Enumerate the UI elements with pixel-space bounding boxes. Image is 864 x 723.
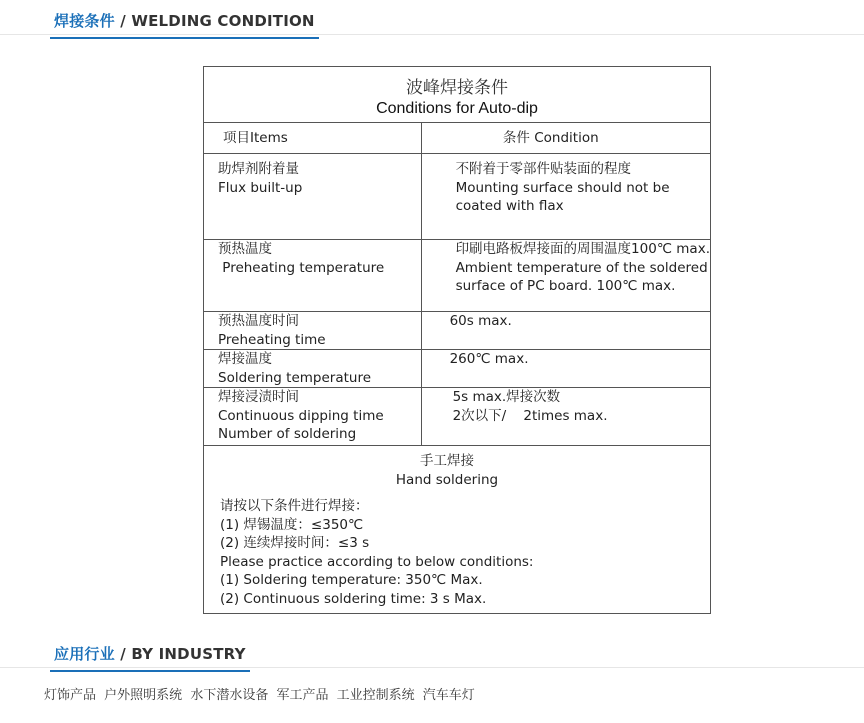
welding-condition-table bbox=[203, 66, 711, 614]
instruction-line: (1) 焊锡温度：≤350℃ bbox=[220, 516, 364, 533]
table-row bbox=[204, 312, 711, 350]
section-title-welding bbox=[50, 10, 319, 39]
row-condition-cell bbox=[421, 240, 710, 312]
hand-soldering-instructions bbox=[204, 497, 710, 608]
row-condition-cell bbox=[421, 350, 710, 388]
row-condition-line: 印刷电路板焊接面的周围温度100℃ max. bbox=[455, 241, 710, 257]
row-item-cell bbox=[204, 388, 422, 446]
instruction-line: (1) Soldering temperature: 350℃ Max. bbox=[220, 572, 483, 588]
row-item-en: Preheating time bbox=[218, 331, 326, 348]
industry-list bbox=[44, 684, 479, 703]
instruction-line: 请按以下条件进行焊接： bbox=[220, 498, 369, 514]
table-title-cn: 波峰焊接条件 bbox=[406, 78, 508, 98]
row-item-en: Soldering temperature bbox=[218, 369, 372, 386]
row-item-cell bbox=[204, 312, 422, 350]
industry-link[interactable]: 水下潜水设备 bbox=[190, 688, 269, 703]
instruction-line: (2) Continuous soldering time: 3 s Max. bbox=[220, 590, 487, 607]
table-row bbox=[204, 154, 711, 240]
instruction-line: Please practice according to below conditions: bbox=[220, 553, 534, 570]
table-row-hand-soldering bbox=[204, 446, 711, 614]
row-item-cn: 焊接浸渍时间 bbox=[218, 389, 299, 405]
row-item-cn: 焊接温度 bbox=[218, 351, 272, 367]
table-row bbox=[204, 388, 711, 446]
industry-link[interactable]: 军工产品 bbox=[276, 688, 329, 703]
column-header-condition: 条件 Condition bbox=[421, 123, 710, 154]
section-title-industry bbox=[50, 643, 250, 672]
table-title-en: Conditions for Auto-dip bbox=[376, 100, 538, 117]
table-row bbox=[204, 240, 711, 312]
column-header-items: 项目Items bbox=[204, 123, 422, 154]
section-header-industry bbox=[0, 633, 864, 668]
row-condition-line: surface of PC board. 100℃ max. bbox=[455, 278, 676, 294]
row-condition-line: Ambient temperature of the soldered bbox=[455, 259, 708, 276]
row-item-cell bbox=[204, 240, 422, 312]
row-condition-line: coated with flax bbox=[455, 198, 564, 214]
industry-link[interactable]: 户外照明系统 bbox=[104, 688, 183, 703]
industry-link[interactable]: 汽车车灯 bbox=[422, 688, 475, 703]
section-title-en: BY INDUSTRY bbox=[131, 645, 246, 663]
row-condition-cell bbox=[421, 154, 710, 240]
row-item-cn: 助焊剂附着量 bbox=[218, 161, 299, 177]
row-item-cell bbox=[204, 154, 422, 240]
row-condition-line: Mounting surface should not be bbox=[455, 179, 670, 196]
industry-link[interactable]: 工业控制系统 bbox=[336, 688, 415, 703]
table-row bbox=[204, 350, 711, 388]
table-title-cell bbox=[204, 67, 711, 123]
row-condition-line: 不附着于零部件贴装面的程度 bbox=[455, 161, 632, 177]
instruction-line: (2) 连续焊接时间：≤3 s bbox=[220, 535, 370, 551]
industry-link[interactable]: 灯饰产品 bbox=[44, 688, 97, 703]
row-condition-line: 260℃ max. bbox=[449, 351, 529, 367]
hand-soldering-cell bbox=[204, 446, 711, 614]
section-title-cn: 应用行业 bbox=[54, 645, 115, 663]
row-condition-line: 5s max.焊接次数 bbox=[452, 389, 561, 405]
row-item-en: Number of soldering bbox=[218, 426, 357, 442]
row-condition-line: 60s max. bbox=[449, 313, 512, 329]
row-condition-cell bbox=[421, 312, 710, 350]
row-item-cn: 预热温度 bbox=[218, 241, 272, 257]
row-item-en: Continuous dipping time bbox=[218, 407, 384, 424]
row-item-en: Preheating temperature bbox=[218, 259, 385, 276]
row-item-en: Flux built-up bbox=[218, 179, 303, 196]
row-item-cn: 预热温度时间 bbox=[218, 313, 299, 329]
section-title-cn: 焊接条件 bbox=[54, 12, 115, 30]
section-title-separator: / bbox=[114, 645, 132, 663]
section-title-en: WELDING CONDITION bbox=[131, 12, 315, 30]
row-condition-line: 2次以下/ 2times max. bbox=[452, 407, 608, 424]
row-item-cell bbox=[204, 350, 422, 388]
section-header-welding bbox=[0, 0, 864, 35]
hand-soldering-title-en: Hand soldering bbox=[395, 471, 499, 488]
hand-soldering-title-cn: 手工焊接 bbox=[420, 453, 474, 469]
section-title-separator: / bbox=[114, 12, 132, 30]
row-condition-cell bbox=[421, 388, 710, 446]
